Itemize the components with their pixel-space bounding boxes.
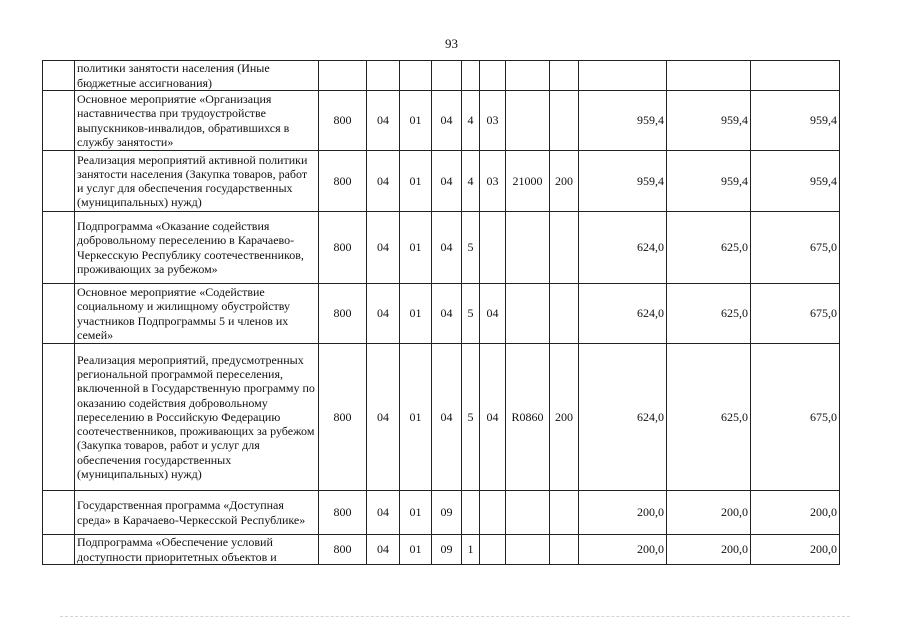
table-row xyxy=(43,61,840,91)
row-index-cell xyxy=(43,344,75,491)
table-row xyxy=(43,344,840,491)
program-code-cell: 09 xyxy=(432,491,462,535)
expense-type-cell xyxy=(550,284,579,344)
grbs-cell: 800 xyxy=(319,284,367,344)
program-code-cell: 04 xyxy=(432,91,462,151)
amount-year1-cell: 959,4 xyxy=(579,151,667,212)
expense-type-cell xyxy=(550,212,579,284)
amount-year2-cell: 959,4 xyxy=(667,151,751,212)
row-index-cell xyxy=(43,61,75,91)
table-row xyxy=(43,491,840,535)
subprogram-code-cell: 4 xyxy=(462,91,480,151)
row-index-cell xyxy=(43,284,75,344)
table-row xyxy=(43,91,840,151)
direction-code-cell xyxy=(506,91,550,151)
description-cell: политики занятости населения (Иные бюджетные ассигнования) xyxy=(75,61,319,91)
subprogram-code-cell: 1 xyxy=(462,535,480,565)
subprogram-code-cell: 5 xyxy=(462,284,480,344)
section-cell: 04 xyxy=(367,212,400,284)
amount-year3-cell: 675,0 xyxy=(751,284,840,344)
row-index-cell xyxy=(43,151,75,212)
description-cell: Основное мероприятие «Организация наставничества при трудоустройстве выпускников-инвалидов, обратившихся в службу занятости» xyxy=(75,91,319,151)
row-index-cell xyxy=(43,491,75,535)
amount-year1-cell: 624,0 xyxy=(579,212,667,284)
amount-year2-cell: 625,0 xyxy=(667,212,751,284)
subsection-cell: 01 xyxy=(400,284,432,344)
amount-year3-cell: 200,0 xyxy=(751,491,840,535)
direction-code-cell xyxy=(506,284,550,344)
expense-type-cell xyxy=(550,535,579,565)
subsection-cell: 01 xyxy=(400,491,432,535)
amount-year3-cell xyxy=(751,61,840,91)
section-cell xyxy=(367,61,400,91)
direction-code-cell xyxy=(506,491,550,535)
grbs-cell: 800 xyxy=(319,151,367,212)
amount-year3-cell: 959,4 xyxy=(751,91,840,151)
subprogram-code-cell xyxy=(462,491,480,535)
amount-year2-cell: 959,4 xyxy=(667,91,751,151)
description-cell: Подпрограмма «Оказание содействия добровольному переселению в Карачаево-Черкесскую Республику соотечественников, проживающих за рубежом» xyxy=(75,212,319,284)
budget-table xyxy=(42,60,840,565)
section-cell: 04 xyxy=(367,491,400,535)
amount-year1-cell: 959,4 xyxy=(579,91,667,151)
amount-year1-cell: 624,0 xyxy=(579,344,667,491)
direction-code-cell xyxy=(506,212,550,284)
expense-type-cell: 200 xyxy=(550,151,579,212)
subprogram-code-cell: 4 xyxy=(462,151,480,212)
table-row xyxy=(43,535,840,565)
grbs-cell: 800 xyxy=(319,491,367,535)
section-cell: 04 xyxy=(367,535,400,565)
expense-type-cell: 200 xyxy=(550,344,579,491)
row-index-cell xyxy=(43,535,75,565)
event-code-cell: 04 xyxy=(480,284,506,344)
event-code-cell xyxy=(480,491,506,535)
section-cell: 04 xyxy=(367,344,400,491)
event-code-cell: 03 xyxy=(480,91,506,151)
description-cell: Реализация мероприятий активной политики занятости населения (Закупка товаров, работ и услуг для обеспечения государственных (муниципальных) нужд) xyxy=(75,151,319,212)
amount-year2-cell: 625,0 xyxy=(667,344,751,491)
row-index-cell xyxy=(43,212,75,284)
expense-type-cell xyxy=(550,61,579,91)
subsection-cell: 01 xyxy=(400,91,432,151)
program-code-cell xyxy=(432,61,462,91)
amount-year2-cell: 200,0 xyxy=(667,491,751,535)
direction-code-cell xyxy=(506,61,550,91)
expense-type-cell xyxy=(550,91,579,151)
amount-year1-cell: 624,0 xyxy=(579,284,667,344)
direction-code-cell xyxy=(506,535,550,565)
event-code-cell: 04 xyxy=(480,344,506,491)
grbs-cell xyxy=(319,61,367,91)
amount-year3-cell: 959,4 xyxy=(751,151,840,212)
amount-year2-cell: 200,0 xyxy=(667,535,751,565)
amount-year1-cell: 200,0 xyxy=(579,535,667,565)
expense-type-cell xyxy=(550,491,579,535)
table-row xyxy=(43,212,840,284)
event-code-cell xyxy=(480,61,506,91)
scan-artifact-line xyxy=(60,616,850,617)
grbs-cell: 800 xyxy=(319,535,367,565)
grbs-cell: 800 xyxy=(319,344,367,491)
description-cell: Основное мероприятие «Содействие социальному и жилищному обустройству участников Подпрограммы 5 и членов их семей» xyxy=(75,284,319,344)
subprogram-code-cell: 5 xyxy=(462,344,480,491)
subsection-cell: 01 xyxy=(400,344,432,491)
subsection-cell: 01 xyxy=(400,212,432,284)
event-code-cell xyxy=(480,535,506,565)
subsection-cell xyxy=(400,61,432,91)
subprogram-code-cell xyxy=(462,61,480,91)
subsection-cell: 01 xyxy=(400,535,432,565)
program-code-cell: 04 xyxy=(432,151,462,212)
amount-year1-cell xyxy=(579,61,667,91)
table-row xyxy=(43,151,840,212)
page-number: 93 xyxy=(445,36,458,51)
program-code-cell: 04 xyxy=(432,344,462,491)
subprogram-code-cell: 5 xyxy=(462,212,480,284)
grbs-cell: 800 xyxy=(319,91,367,151)
row-index-cell xyxy=(43,91,75,151)
event-code-cell xyxy=(480,212,506,284)
section-cell: 04 xyxy=(367,91,400,151)
amount-year3-cell: 675,0 xyxy=(751,344,840,491)
program-code-cell: 04 xyxy=(432,212,462,284)
program-code-cell: 09 xyxy=(432,535,462,565)
amount-year2-cell: 625,0 xyxy=(667,284,751,344)
direction-code-cell: 21000 xyxy=(506,151,550,212)
description-cell: Государственная программа «Доступная среда» в Карачаево-Черкесской Республике» xyxy=(75,491,319,535)
description-cell: Реализация мероприятий, предусмотренных региональной программой переселения, включенной в Государственную программу по оказанию содействия добровольному переселению в Российскую Федерацию соотечественников, проживающих за рубежом (Закупка товаров, работ и услуг для обеспечения государственных (муниципальных) нужд) xyxy=(75,344,319,491)
description-cell: Подпрограмма «Обеспечение условий доступности приоритетных объектов и xyxy=(75,535,319,565)
subsection-cell: 01 xyxy=(400,151,432,212)
table-row xyxy=(43,284,840,344)
amount-year3-cell: 675,0 xyxy=(751,212,840,284)
amount-year1-cell: 200,0 xyxy=(579,491,667,535)
grbs-cell: 800 xyxy=(319,212,367,284)
program-code-cell: 04 xyxy=(432,284,462,344)
section-cell: 04 xyxy=(367,151,400,212)
amount-year3-cell: 200,0 xyxy=(751,535,840,565)
event-code-cell: 03 xyxy=(480,151,506,212)
direction-code-cell: R0860 xyxy=(506,344,550,491)
section-cell: 04 xyxy=(367,284,400,344)
amount-year2-cell xyxy=(667,61,751,91)
